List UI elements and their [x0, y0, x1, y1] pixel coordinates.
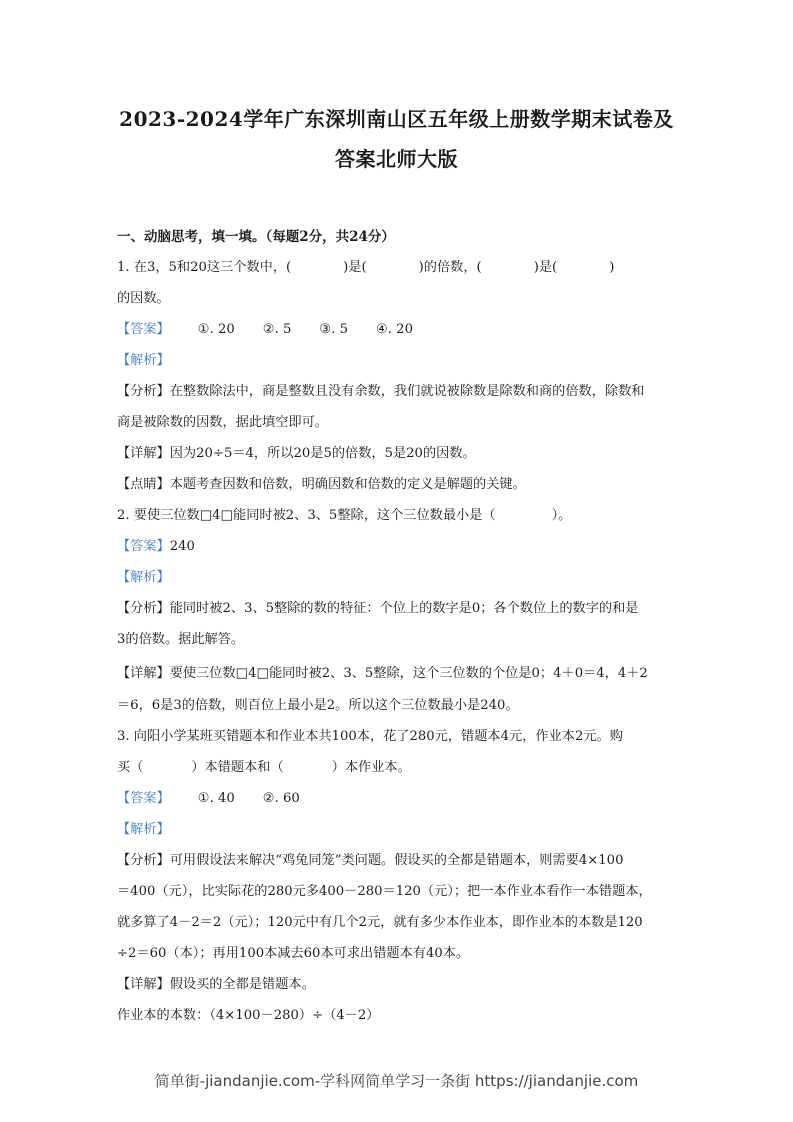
detail-label: 【详解】: [117, 666, 170, 681]
q2-answer-value: 240: [169, 539, 195, 554]
q1-answer-4: ④. 20: [375, 322, 413, 337]
document-title-line1: 2023-2024学年广东深圳南山区五年级上册数学期末试卷及: [119, 107, 674, 131]
q2-analysis-heading: 【解析】: [117, 570, 170, 585]
analysis-label: 【分析】: [117, 601, 170, 616]
answer-label: 【答案】: [117, 791, 170, 806]
q1-comment: [117, 476, 679, 494]
q3-answer-1: ①. 40: [197, 791, 235, 806]
answer-label: 【答案】: [117, 539, 170, 554]
q2-detail-text: 要使三位数□4□能同时被2、3、5整除，这个三位数的个位是0；4＋0＝4，4＋2: [169, 666, 648, 681]
q1-stem-e: ): [609, 260, 615, 275]
section-heading: 一、动脑思考，填一填。（每题2分，共24分）: [117, 229, 395, 245]
footer-watermark: 简单街-jiandanjie.com-学科网简单学习一条街 https://jiandanjie.com: [154, 1072, 639, 1090]
q3-analysis-1: [117, 852, 679, 870]
q2-answer: [117, 538, 679, 556]
q3-answer: [117, 790, 679, 808]
q2-detail-1: [117, 665, 679, 683]
q3-detail-1: [117, 976, 679, 994]
document-title-line2: 答案北师大版: [335, 147, 458, 171]
q1-stem-d: )是(: [533, 260, 558, 275]
q1-answer: [117, 321, 679, 339]
q1-answer-1: ①. 20: [197, 322, 235, 337]
q3-analysis-4: ÷2＝60（本）；再用100本减去60本可求出错题本有40本。: [117, 946, 470, 961]
q3-detail-2: 作业本的本数：（4×100－280）÷（4－2）: [117, 1008, 380, 1023]
detail-label: 【详解】: [117, 446, 170, 461]
analysis-label: 【分析】: [117, 853, 170, 868]
q1-analysis-2: 商是被除数的因数，据此填空即可。: [117, 415, 328, 430]
q3-analysis-3: 就多算了4－2＝2（元）；120元中有几个2元，就有多少本作业本，即作业本的本数是120: [117, 915, 643, 930]
q1-analysis-heading: 【解析】: [117, 353, 170, 368]
q3-stem-1: 3. 向阳小学某班买错题本和作业本共100本，花了280元，错题本4元，作业本2元。购: [117, 729, 623, 744]
q3-answer-2: ②. 60: [262, 791, 300, 806]
q1-answer-3: ③. 5: [319, 322, 348, 337]
q2-stem: [117, 507, 679, 525]
q3-stem-2b: ）本错题本和（: [191, 760, 284, 775]
q1-stem-a: 1. 在3，5和20这三个数中，(: [117, 260, 292, 275]
q1-answer-2: ②. 5: [262, 322, 292, 337]
answer-label: 【答案】: [117, 322, 170, 337]
q1-analysis-text: 在整数除法中，商是整数且没有余数，我们就说被除数是除数和商的倍数，除数和: [169, 384, 645, 399]
q1-detail: [117, 445, 679, 463]
q3-analysis-text: 可用假设法来解决“鸡兔同笼”类问题。假设买的全都是错题本，则需要4×100: [169, 853, 624, 868]
analysis-label: 【分析】: [117, 384, 170, 399]
q2-stem-b: ）。: [551, 508, 572, 523]
q1-stem-b: )是(: [343, 260, 367, 275]
q3-analysis-heading: 【解析】: [117, 822, 170, 837]
q1-stem-c: )的倍数，(: [418, 260, 482, 275]
q2-analysis-2: 3的倍数。据此解答。: [117, 632, 245, 647]
q1-detail-text: 因为20÷5＝4，所以20是5的倍数，5是20的因数。: [169, 446, 476, 461]
q3-detail-text: 假设买的全都是错题本。: [169, 977, 315, 992]
q2-stem-a: 2. 要使三位数□4□能同时被2、3、5整除，这个三位数最小是（: [117, 508, 496, 523]
q1-stem-line2: 的因数。: [117, 291, 170, 306]
q2-analysis-1: [117, 600, 679, 618]
comment-label: 【点睛】: [117, 477, 170, 492]
q1-analysis-1: [117, 383, 679, 401]
q3-stem-2: [117, 759, 679, 777]
q2-analysis-text: 能同时被2、3、5整除的数的特征：个位上的数字是0；各个数位上的数字的和是: [169, 601, 639, 616]
q3-analysis-2: ＝400（元），比实际花的280元多400－280＝120（元）；把一本作业本看作一本错题本，: [117, 884, 652, 899]
q1-comment-text: 本题考查因数和倍数，明确因数和倍数的定义是解题的关键。: [169, 477, 526, 492]
q1-stem: [117, 259, 679, 277]
q2-detail-2: ＝6，6是3的倍数，则百位上最小是2。所以这个三位数最小是240。: [117, 698, 519, 713]
detail-label: 【详解】: [117, 977, 170, 992]
q3-stem-2a: 买（: [117, 760, 144, 775]
q3-stem-2c: ）本作业本。: [331, 760, 411, 775]
